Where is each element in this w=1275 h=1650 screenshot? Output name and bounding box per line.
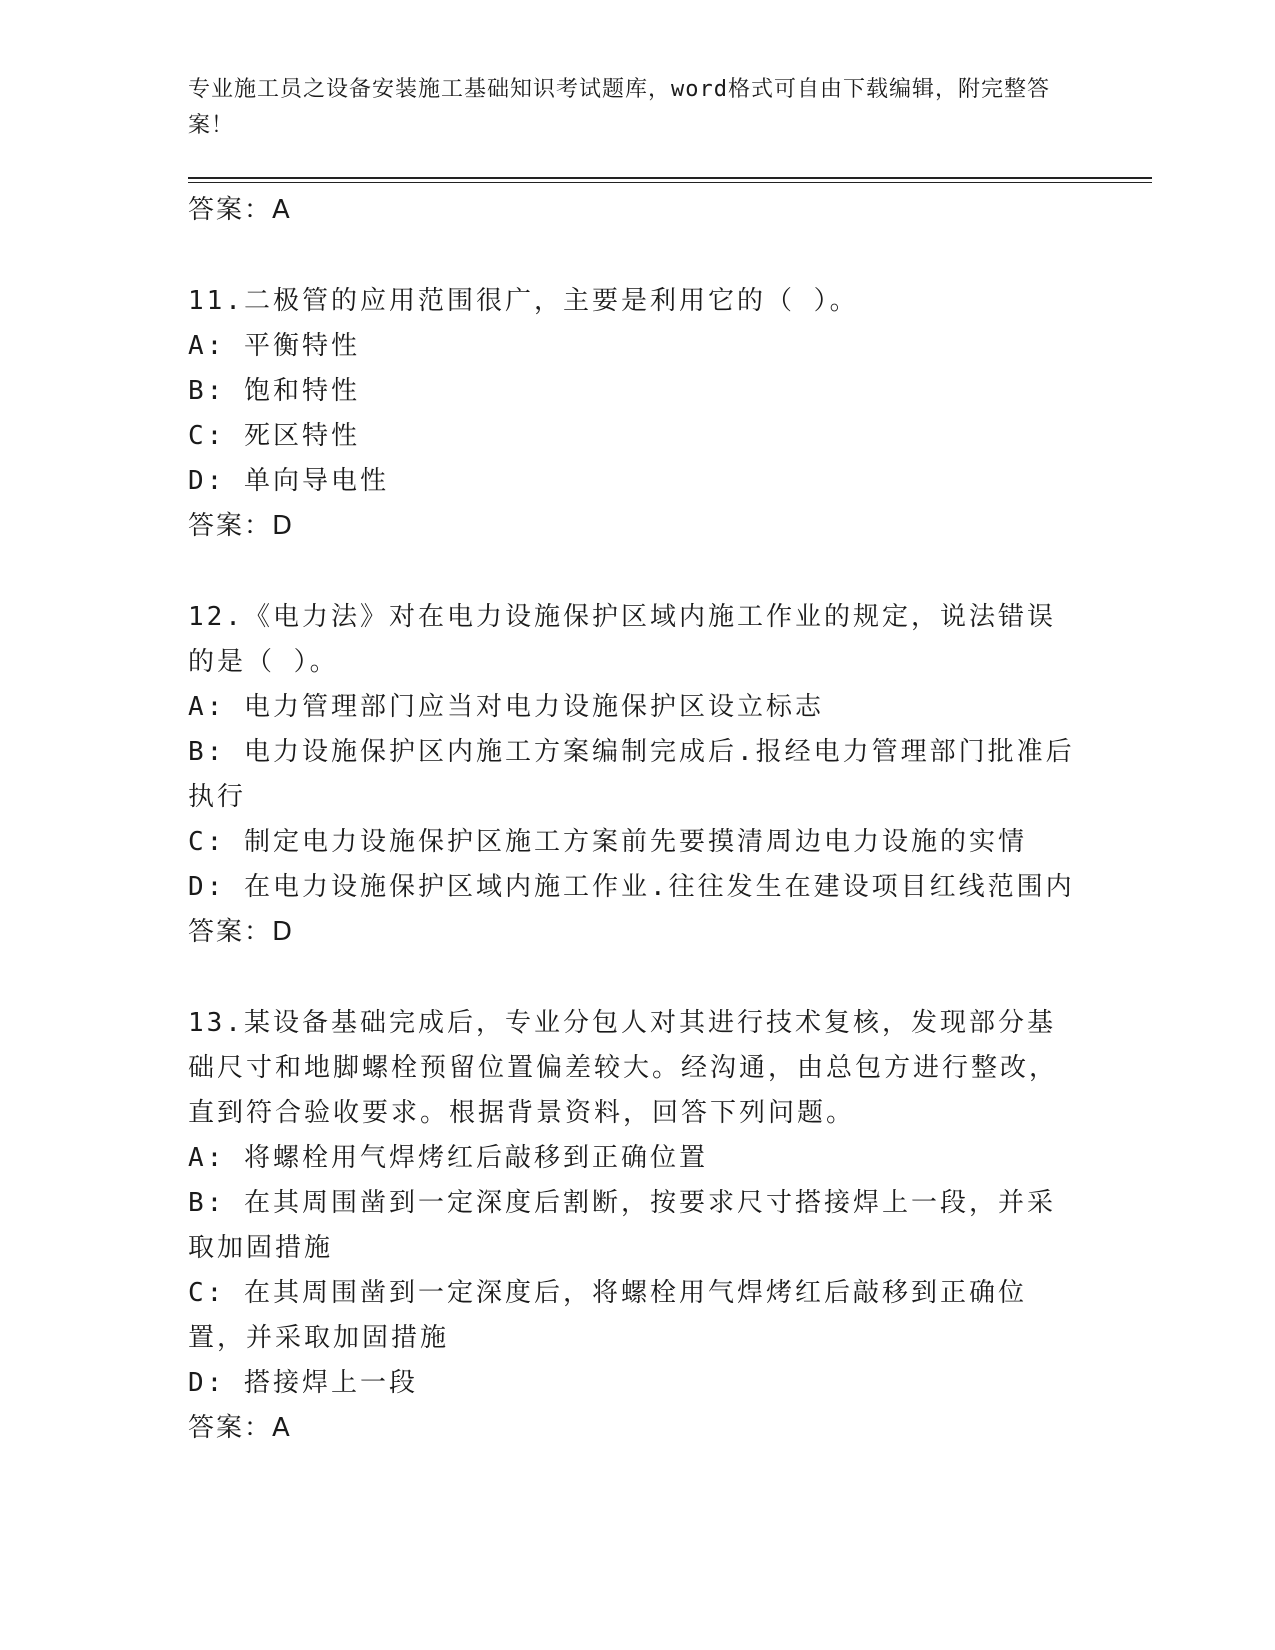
header-rule-thin [188,182,1152,183]
option-b: B: 在其周围凿到一定深度后割断，按要求尺寸搭接焊上一段，并采取加固措施 [188,1188,1056,1263]
option-b: B: 电力设施保护区内施工方案编制完成后.报经电力管理部门批准后执行 [188,737,1075,812]
option-c: C: 死区特性 [188,421,360,451]
previous-answer: 答案：A [188,195,292,225]
option-d: D: 在电力设施保护区域内施工作业.往往发生在建设项目红线范围内 [188,872,1075,902]
option-c: C: 制定电力设施保护区施工方案前先要摸清周边电力设施的实情 [188,827,1027,857]
answer-text: 答案：D [188,511,295,541]
option-a: A: 将螺栓用气焊烤红后敲移到正确位置 [188,1143,708,1173]
question-block-12 [188,595,1078,955]
question-text: 12.《电力法》对在电力设施保护区域内施工作业的规定，说法错误的是（ ）。 [188,602,1056,677]
question-list [188,188,1078,1451]
option-d: D: 搭接焊上一段 [188,1368,418,1398]
option-a: A: 电力管理部门应当对电力设施保护区设立标志 [188,692,824,722]
option-c: C: 在其周围凿到一定深度后，将螺栓用气焊烤红后敲移到正确位置，并采取加固措施 [188,1278,1027,1353]
question-block-11 [188,279,1078,549]
answer-text: 答案：A [188,1413,292,1443]
question-text: 11.二极管的应用范围很广，主要是利用它的（ ）。 [188,286,859,316]
option-d: D: 单向导电性 [188,466,389,496]
question-block-13 [188,1001,1078,1451]
option-b: B: 饱和特性 [188,376,360,406]
question-text: 13.某设备基础完成后，专业分包人对其进行技术复核，发现部分基础尺寸和地脚螺栓预留位置偏差较大。经沟通，由总包方进行整改，直到符合验收要求。根据背景资料，回答下列问题。 [188,1008,1059,1128]
answer-text: 答案：D [188,917,295,947]
document-header: 专业施工员之设备安装施工基础知识考试题库，word格式可自由下载编辑，附完整答案！ [188,77,1050,138]
option-a: A: 平衡特性 [188,331,360,361]
header-rule-thick [188,177,1152,179]
